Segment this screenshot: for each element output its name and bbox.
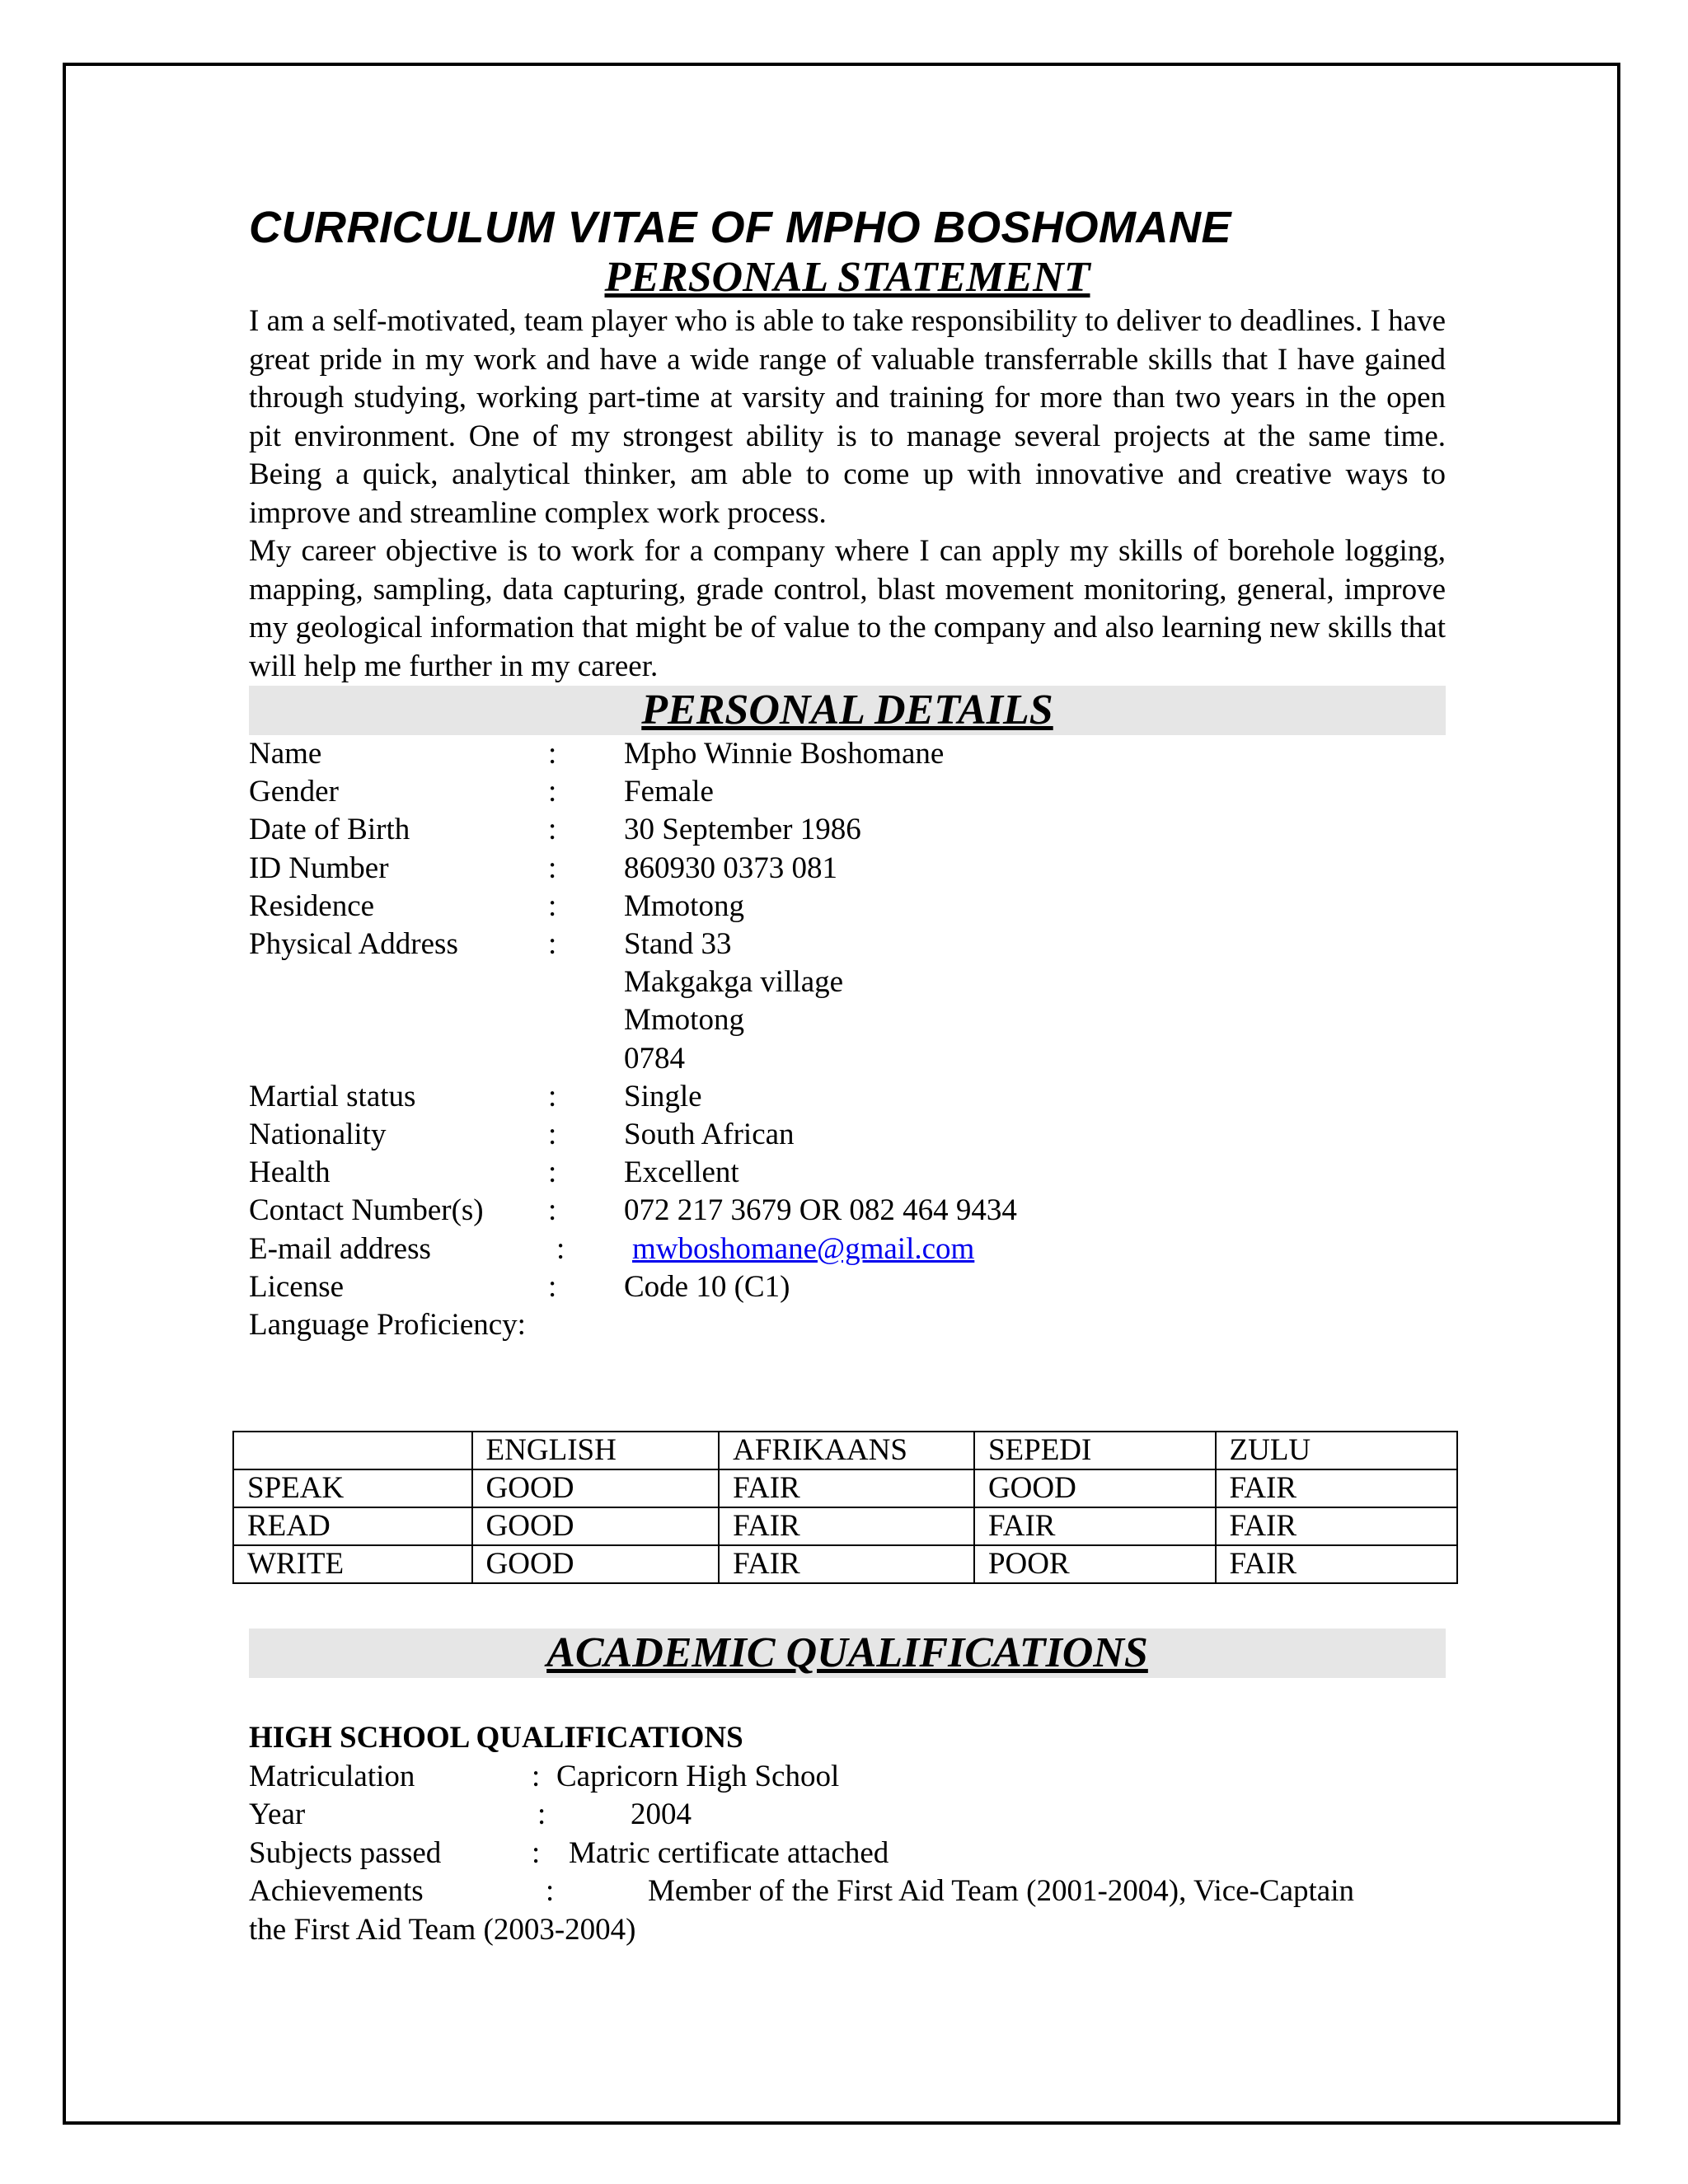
hs-row-subjects	[249, 1835, 1446, 1873]
high-school-heading: HIGH SCHOOL QUALIFICATIONS	[249, 1721, 743, 1755]
detail-label: Contact Number(s)	[249, 1193, 484, 1228]
high-school-section	[249, 1719, 1446, 1949]
table-header-cell	[233, 1432, 472, 1469]
detail-label: Martial status	[249, 1079, 416, 1113]
detail-value: Excellent	[624, 1155, 739, 1190]
detail-label: E-mail address	[249, 1231, 431, 1266]
detail-separator: :	[548, 927, 557, 962]
detail-separator: :	[548, 1118, 557, 1152]
detail-row-contact	[249, 1192, 1446, 1230]
career-objective-paragraph: My career objective is to work for a company where I can apply my skills of borehole logging, mapping, sampling, data capturing, grade control, blast movement monitoring, general, improve my geological information that might be of value to the company and also learning new skills that will help me further in my career.	[249, 534, 1446, 683]
detail-separator: :	[548, 1155, 557, 1190]
table-header-cell: SEPEDI	[974, 1432, 1216, 1469]
detail-value: Makgakga village	[624, 965, 844, 1000]
detail-label: Health	[249, 1155, 331, 1190]
table-row	[233, 1545, 1457, 1583]
hs-separator: :	[546, 1874, 555, 1908]
language-proficiency-label	[249, 1306, 1446, 1344]
language-proficiency-table	[232, 1431, 1458, 1584]
detail-value: 0784	[624, 1041, 685, 1076]
table-header-cell: ZULU	[1216, 1432, 1458, 1469]
detail-value: Mmotong	[624, 888, 744, 923]
detail-label: ID Number	[249, 851, 389, 885]
hs-label: Matriculation	[249, 1759, 415, 1793]
hs-row-achievements	[249, 1872, 1446, 1911]
detail-label: License	[249, 1269, 345, 1304]
detail-separator: :	[548, 888, 557, 923]
detail-separator-blank	[548, 1040, 624, 1078]
hs-value: Capricorn High School	[556, 1759, 840, 1793]
hs-value: Member of the First Aid Team (2001-2004), Vice-Captain	[648, 1874, 1354, 1908]
personal-statement-paragraph: I am a self-motivated, team player who is able to take responsibility to deliver to deadlines. I have great pride in my work and have a wide range of valuable transferrable skills that I have gained through studying, working part-time at varsity and training for more than two years in the open pit environment. One of my strongest ability is to manage several projects at the same time. Being a quick, analytical thinker, am able to come up with innovative and creative ways to improve and streamline complex work process.	[249, 304, 1446, 530]
table-cell: FAIR	[719, 1507, 974, 1545]
detail-row-dob	[249, 811, 1446, 849]
detail-label	[249, 1001, 548, 1039]
table-cell: FAIR	[719, 1469, 974, 1507]
detail-value: Female	[624, 775, 714, 809]
detail-row-name	[249, 735, 1446, 773]
detail-value: South African	[624, 1118, 795, 1152]
detail-label: Physical Address	[249, 927, 458, 962]
hs-row-matriculation	[249, 1758, 1446, 1797]
detail-separator: :	[548, 813, 557, 847]
table-row	[233, 1507, 1457, 1545]
hs-separator: :	[532, 1835, 541, 1870]
detail-row-address	[249, 926, 1446, 963]
detail-row-nationality	[249, 1116, 1446, 1154]
detail-row-address-line2	[249, 963, 1446, 1001]
table-cell: GOOD	[974, 1469, 1216, 1507]
detail-separator: :	[548, 1193, 557, 1228]
cv-body	[249, 202, 1446, 1344]
detail-row-residence	[249, 888, 1446, 926]
table-cell: FAIR	[1216, 1469, 1458, 1507]
detail-row-address-line3	[249, 1001, 1446, 1039]
detail-label: Residence	[249, 888, 375, 923]
email-link[interactable]: mwboshomane@gmail.com	[632, 1231, 975, 1266]
detail-row-address-line4	[249, 1040, 1446, 1078]
hs-separator: :	[537, 1797, 546, 1831]
table-cell: GOOD	[472, 1469, 720, 1507]
table-cell: GOOD	[472, 1545, 720, 1583]
hs-row-achievements-cont: the First Aid Team (2003-2004)	[249, 1912, 636, 1947]
academic-section	[249, 1629, 1446, 1678]
personal-details-heading: PERSONAL DETAILS	[249, 686, 1446, 735]
detail-value: 860930 0373 081	[624, 851, 837, 885]
detail-separator: :	[548, 851, 557, 885]
cv-title: CURRICULUM VITAE OF MPHO BOSHOMANE	[249, 203, 1231, 252]
detail-separator: :	[548, 775, 557, 809]
table-header-cell: AFRIKAANS	[719, 1432, 974, 1469]
detail-value: 30 September 1986	[624, 813, 861, 847]
detail-value: 072 217 3679 OR 082 464 9434	[624, 1193, 1017, 1228]
table-row	[233, 1469, 1457, 1507]
detail-separator: :	[556, 1231, 565, 1266]
detail-row-id-number	[249, 850, 1446, 888]
detail-label	[249, 1040, 548, 1078]
hs-label: Subjects passed	[249, 1835, 442, 1870]
detail-label: Name	[249, 737, 322, 771]
detail-value: Mpho Winnie Boshomane	[624, 737, 945, 771]
detail-label: Nationality	[249, 1118, 387, 1152]
detail-label: Date of Birth	[249, 813, 410, 847]
detail-separator: :	[548, 737, 557, 771]
hs-separator: :	[532, 1759, 541, 1793]
detail-label	[249, 963, 548, 1001]
detail-row-gender	[249, 773, 1446, 811]
detail-row-license	[249, 1268, 1446, 1306]
detail-separator: :	[548, 1079, 557, 1113]
table-cell: WRITE	[233, 1545, 472, 1583]
detail-value	[624, 1230, 1446, 1268]
detail-value: Code 10 (C1)	[624, 1269, 790, 1304]
hs-label: Achievements	[249, 1874, 424, 1908]
personal-details-list	[249, 735, 1446, 1344]
hs-label: Year	[249, 1797, 306, 1831]
language-proficiency-text: Language Proficiency:	[249, 1308, 526, 1343]
detail-row-email	[249, 1230, 1446, 1268]
hs-value: 2004	[631, 1797, 692, 1831]
detail-row-marital-status	[249, 1078, 1446, 1116]
detail-separator-blank	[548, 1001, 624, 1039]
detail-separator: :	[548, 1269, 557, 1304]
table-cell: FAIR	[974, 1507, 1216, 1545]
personal-statement-heading: PERSONAL STATEMENT	[604, 254, 1090, 301]
hs-value: Matric certificate attached	[569, 1835, 889, 1870]
table-header-cell: ENGLISH	[472, 1432, 720, 1469]
table-cell: POOR	[974, 1545, 1216, 1583]
detail-value: Stand 33	[624, 927, 732, 962]
detail-label: Gender	[249, 775, 339, 809]
detail-separator-blank	[548, 963, 624, 1001]
detail-value: Single	[624, 1079, 702, 1113]
academic-qualifications-heading: ACADEMIC QUALIFICATIONS	[249, 1629, 1446, 1678]
table-cell: FAIR	[1216, 1507, 1458, 1545]
detail-value: Mmotong	[624, 1003, 744, 1038]
table-cell: SPEAK	[233, 1469, 472, 1507]
table-cell: FAIR	[1216, 1545, 1458, 1583]
table-cell: GOOD	[472, 1507, 720, 1545]
table-header-row	[233, 1432, 1457, 1469]
table-cell: FAIR	[719, 1545, 974, 1583]
hs-row-year	[249, 1796, 1446, 1835]
detail-row-health	[249, 1154, 1446, 1192]
table-cell: READ	[233, 1507, 472, 1545]
